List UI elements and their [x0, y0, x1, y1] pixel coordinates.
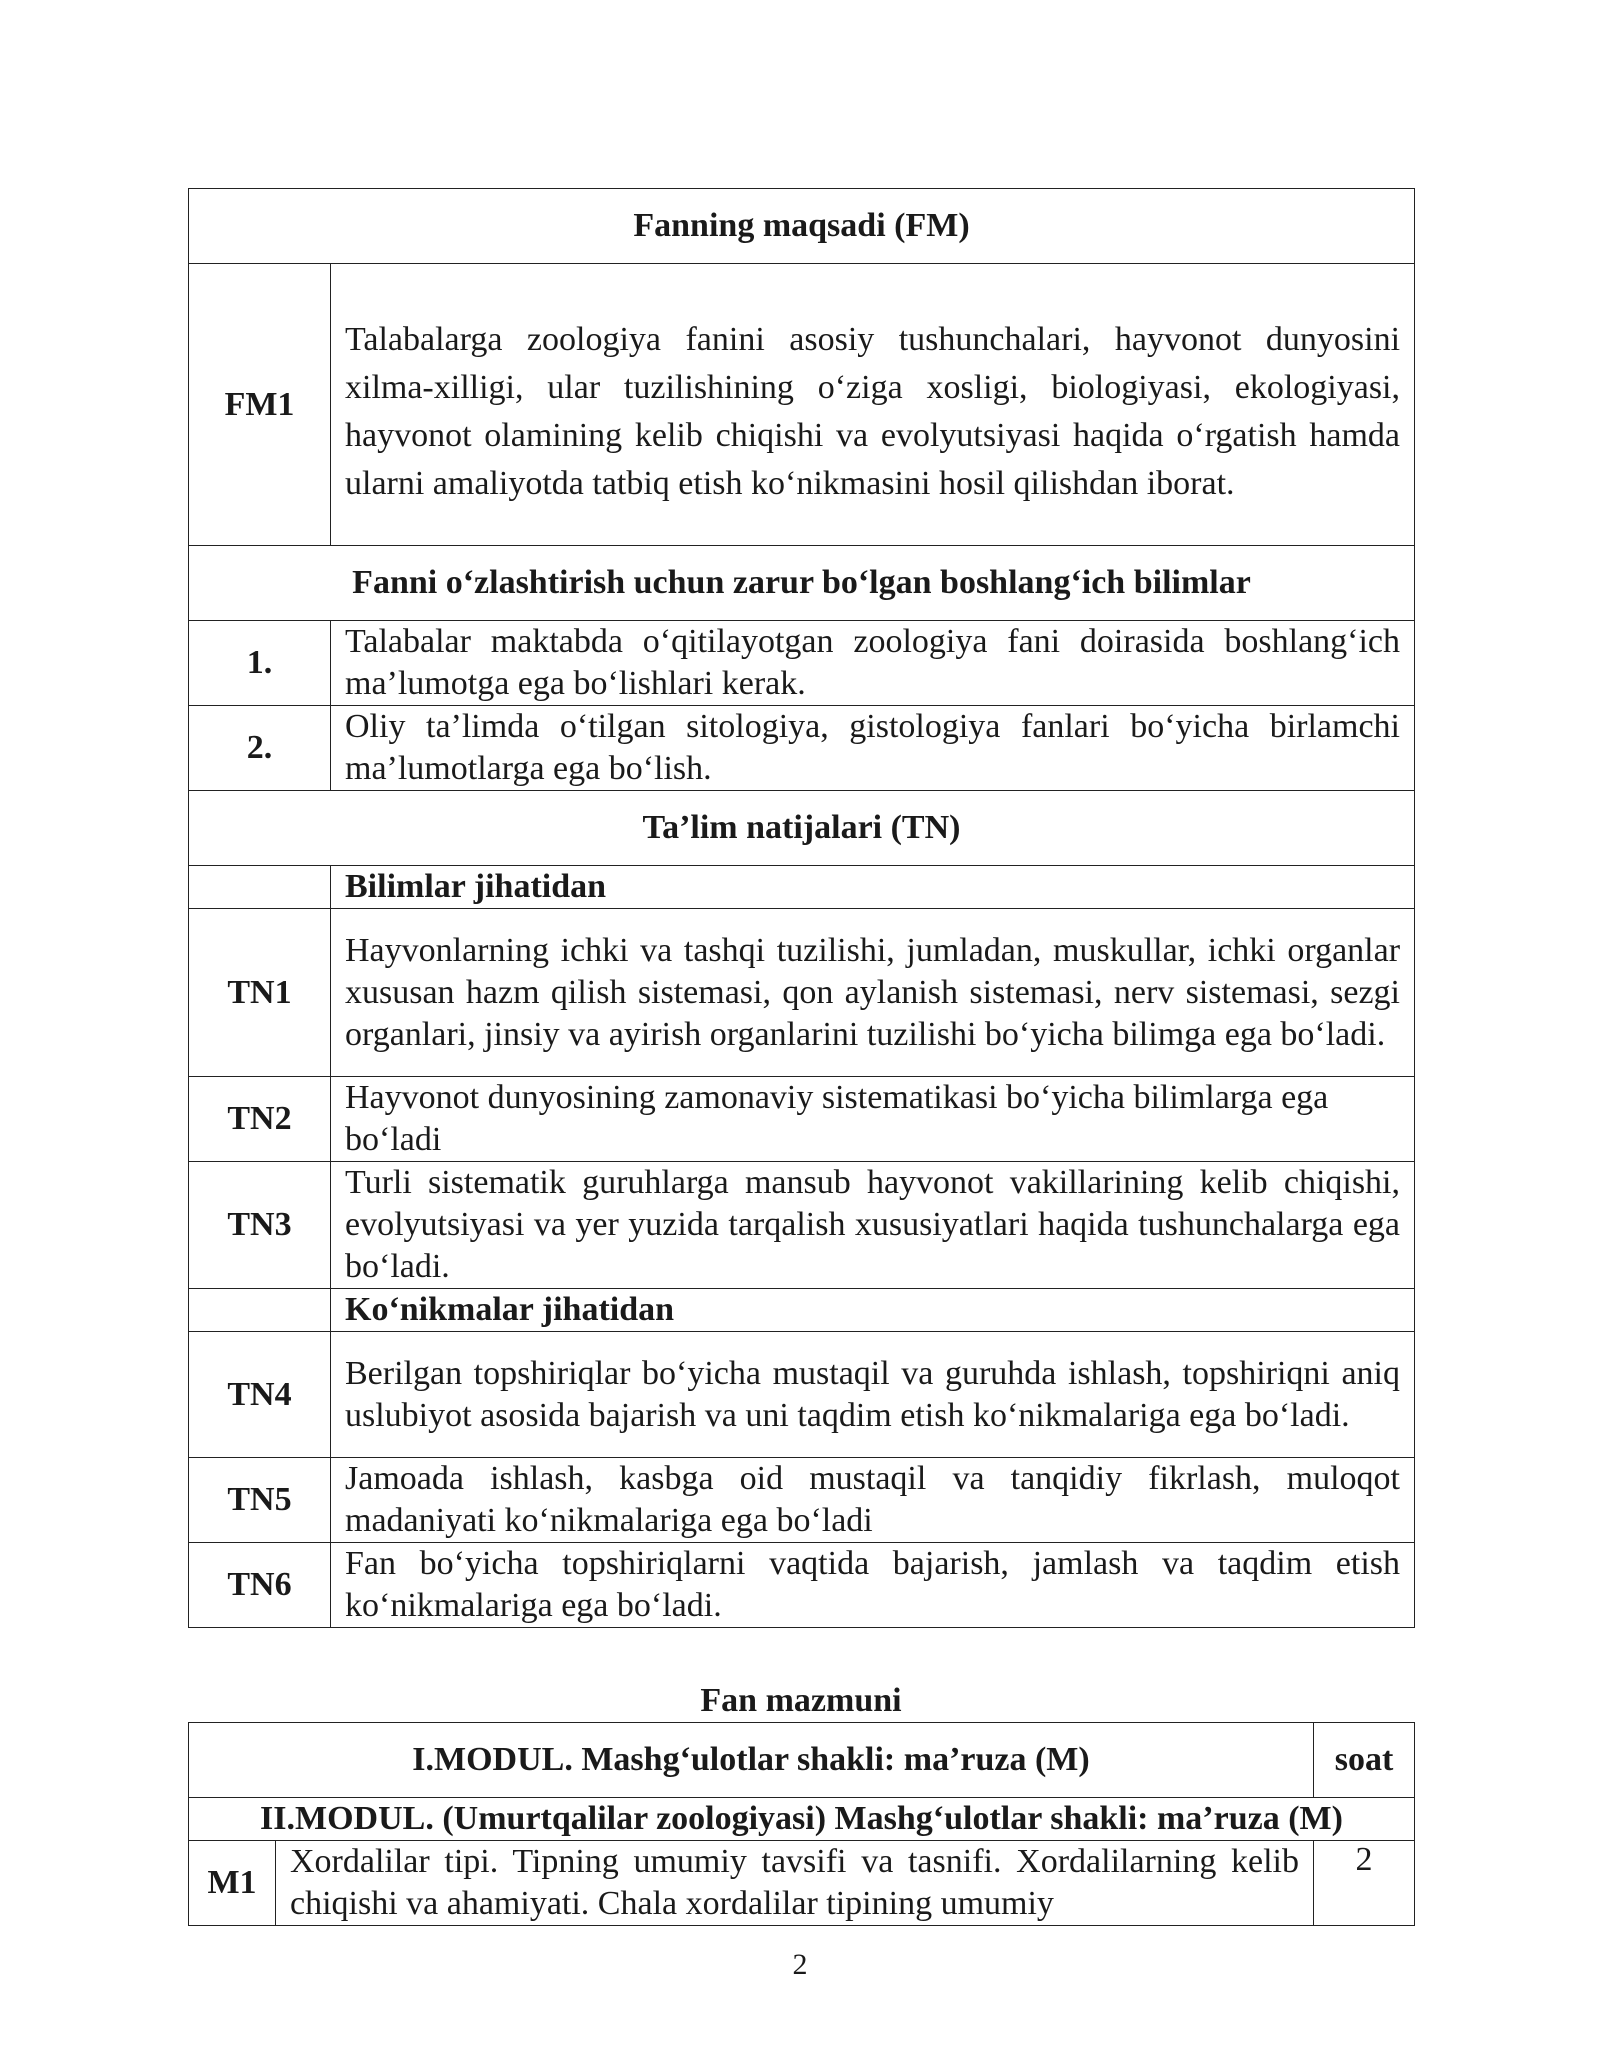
section-title: Fan mazmuni	[700, 1682, 902, 1719]
course-content-table	[188, 1722, 1415, 1926]
module2-heading: II.MODUL. (Umurtqalilar zoologiyasi) Mashg‘ulotlar shakli: ma’ruza (M)	[189, 1798, 1415, 1841]
tn4-text: Berilgan topshiriqlar bo‘yicha mustaqil va guruhda ishlash, topshiriqni aniq uslubiyot asosida bajarish va uni taqdim etish ko‘nikmalariga ega bo‘ladi.	[331, 1332, 1415, 1458]
m1-text	[276, 1841, 1314, 1926]
tn1-text: Hayvonlarning ichki va tashqi tuzilishi, jumladan, muskullar, ichki organlar xususan hazm qilish sistemasi, qon aylanish sistemasi, nerv sistemasi, sezgi organlari, jinsiy va ayirish organlarini tuzilishi bo‘yicha bilimga ega bo‘ladi.	[331, 909, 1415, 1077]
prereq-text-1: Talabalar maktabda o‘qitilayotgan zoologiya fani doirasida boshlang‘ich ma’lumotga ega bo‘lishlari kerak.	[331, 621, 1415, 706]
knowledge-subheading: Bilimlar jihatidan	[331, 866, 1415, 909]
tn5-code: TN5	[189, 1458, 331, 1543]
hours-heading: soat	[1314, 1723, 1415, 1798]
prerequisites-heading: Fanni o‘zlashtirish uchun zarur bo‘lgan boshlang‘ich bilimlar	[189, 546, 1415, 621]
course-info-table	[188, 188, 1415, 1628]
tn3-text: Turli sistematik guruhlarga mansub hayvonot vakillarining kelib chiqishi, evolyutsiyasi va yer yuzida tarqalish xususiyatlari haqida tushunchalarga ega bo‘ladi.	[331, 1162, 1415, 1289]
tn6-code: TN6	[189, 1543, 331, 1628]
prereq-code-2: 2.	[189, 706, 331, 791]
tn1-code: TN1	[189, 909, 331, 1077]
tn4-code: TN4	[189, 1332, 331, 1458]
fm-code: FM1	[189, 264, 331, 546]
goal-heading: Fanning maqsadi (FM)	[189, 189, 1415, 264]
tn3-code: TN3	[189, 1162, 331, 1289]
skills-subheading: Ko‘nikmalar jihatidan	[331, 1289, 1415, 1332]
page-number: 2	[792, 1948, 808, 1981]
empty-cell	[189, 1289, 331, 1332]
tn6-text: Fan bo‘yicha topshiriqlarni vaqtida bajarish, jamlash va taqdim etish ko‘nikmalariga ega bo‘ladi.	[331, 1543, 1415, 1628]
tn2-code: TN2	[189, 1077, 331, 1162]
prereq-code-1: 1.	[189, 621, 331, 706]
m1-hours: 2	[1314, 1841, 1415, 1926]
m1-text-content: Xordalilar tipi. Tipning umumiy tavsifi va tasnifi. Xordalilarning kelib chiqishi va ahamiyati. Chala xordalilar tipining umumiy	[290, 1843, 1300, 1922]
fm-text: Talabalarga zoologiya fanini asosiy tushunchalari, hayvonot dunyosini xilma-xilligi, ular tuzilishining o‘ziga xosligi, biologiyasi, ekologiyasi, hayvonot olamining kelib chiqishi va evolyutsiyasi haqida o‘rgatish hamda ularni amaliyotda tatbiq etish ko‘nikmasini hosil qilishdan iborat.	[331, 264, 1415, 546]
empty-cell	[189, 866, 331, 909]
outcomes-heading: Ta’lim natijalari (TN)	[189, 791, 1415, 866]
prereq-text-2: Oliy ta’limda o‘tilgan sitologiya, gistologiya fanlari bo‘yicha birlamchi ma’lumotlarga ega bo‘lish.	[331, 706, 1415, 791]
tn2-text: Hayvonot dunyosining zamonaviy sistematikasi bo‘yicha bilimlarga ega bo‘ladi	[331, 1077, 1415, 1162]
tn5-text: Jamoada ishlash, kasbga oid mustaqil va tanqidiy fikrlash, muloqot madaniyati ko‘nikmalariga ega bo‘ladi	[331, 1458, 1415, 1543]
module1-heading: I.MODUL. Mashg‘ulotlar shakli: ma’ruza (M)	[189, 1723, 1314, 1798]
m1-code: M1	[189, 1841, 276, 1926]
